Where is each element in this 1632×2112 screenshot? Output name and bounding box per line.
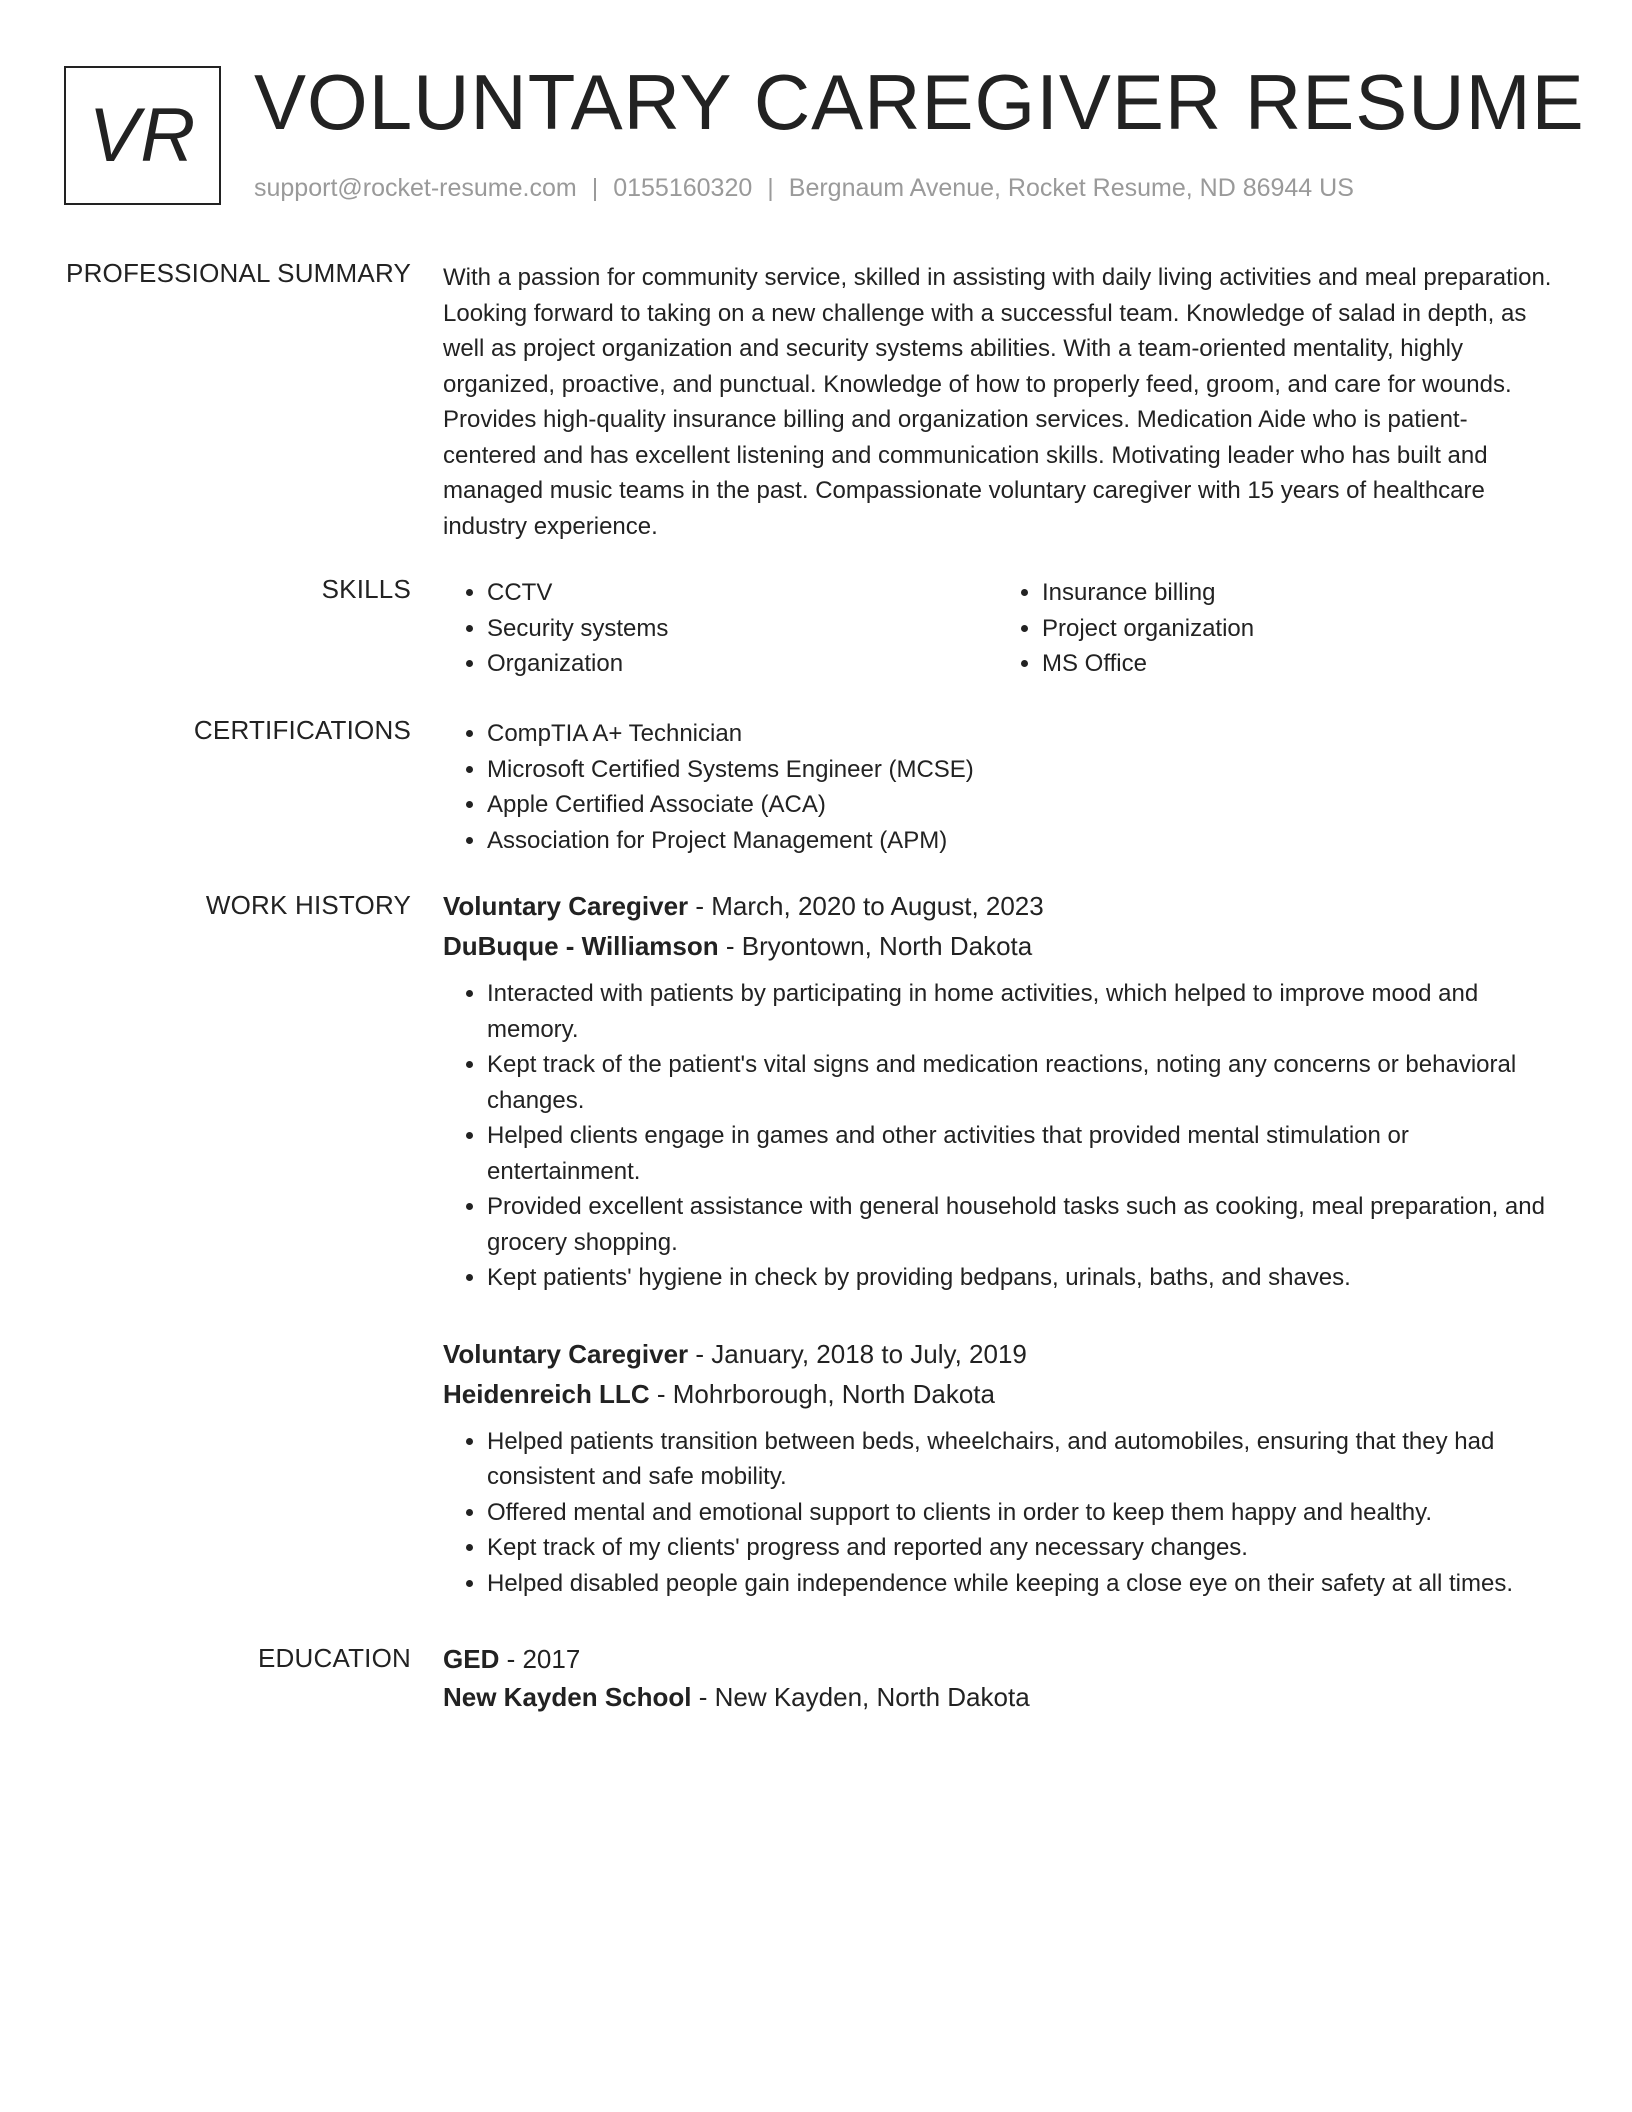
contact-separator: | <box>767 174 774 202</box>
skill-item: • Organization <box>487 646 998 682</box>
certifications-list <box>443 716 1553 858</box>
resume-title: VOLUNTARY CAREGIVER RESUME <box>254 58 1585 146</box>
education-degree-line <box>443 1640 1553 1678</box>
job-bullet: • Provided excellent assistance with general household tasks such as cooking, meal preparation, and grocery shopping. <box>487 1189 1553 1260</box>
job-bullets <box>443 1424 1553 1602</box>
skill-item: • Project organization <box>1042 611 1553 647</box>
education-body <box>443 1640 1553 1716</box>
job-company: DuBuque - Williamson <box>443 931 719 961</box>
summary-body <box>443 260 1553 544</box>
summary-text: With a passion for community service, skilled in assisting with daily living activities and meal preparation. Looking forward to taking on a new challenge with a successful team. Knowledge of salad in depth, as well as project organization and security systems abilities. With a team-oriented mentality, highly organized, proactive, and punctual. Knowledge of how to properly feed, groom, and care for wounds. Provides high-quality insurance billing and organization services. Medication Aide who is patient-centered and has excellent listening and communication skills. Motivating leader who has built and managed music teams in the past. Compassionate voluntary caregiver with 15 years of healthcare industry experience. <box>443 264 1552 540</box>
education-year: - 2017 <box>499 1644 581 1674</box>
skill-item: • Insurance billing <box>1042 575 1553 611</box>
job-company-line <box>443 1374 1553 1414</box>
job-title: Voluntary Caregiver <box>443 1338 689 1369</box>
job-dates: - January, 2018 to July, 2019 <box>688 1338 1027 1369</box>
job-company-line <box>443 926 1553 966</box>
contact-separator: | <box>591 174 599 202</box>
job-bullet: • Helped patients transition between beds, wheelchairs, and automobiles, ensuring that they had consistent and safe mobility. <box>487 1424 1553 1495</box>
job-bullet: • Kept track of the patient's vital signs and medication reactions, noting any concerns or behavioral changes. <box>487 1047 1553 1118</box>
job-bullet: • Helped clients engage in games and other activities that provided mental stimulation or entertainment. <box>487 1118 1553 1189</box>
monogram-logo: VR <box>64 66 221 205</box>
summary-heading: PROFESSIONAL SUMMARY <box>66 258 411 288</box>
contact-address: Bergnaum Avenue, Rocket Resume, ND 86944 US <box>788 174 1354 202</box>
skill-item: • Security systems <box>487 611 998 647</box>
job-bullet: • Helped disabled people gain independence while keeping a close eye on their safety at all times. <box>487 1566 1553 1602</box>
job-entry <box>443 1334 1553 1602</box>
job-bullet: • Kept track of my clients' progress and reported any necessary changes. <box>487 1530 1553 1566</box>
job-bullet: • Kept patients' hygiene in check by providing bedpans, urinals, baths, and shaves. <box>487 1260 1553 1296</box>
skills-grid <box>443 575 1553 682</box>
job-location: - Bryontown, North Dakota <box>718 931 1033 961</box>
certification-item: • Microsoft Certified Systems Engineer (MCSE) <box>487 752 1553 788</box>
certification-item: • CompTIA A+ Technician <box>487 716 1553 752</box>
skills-body <box>443 575 1553 682</box>
certification-item: • Apple Certified Associate (ACA) <box>487 787 1553 823</box>
education-school: New Kayden School <box>443 1682 692 1712</box>
education-location: - New Kayden, North Dakota <box>691 1682 1030 1712</box>
job-bullet: • Offered mental and emotional support to clients in order to keep them happy and healthy. <box>487 1495 1553 1531</box>
skills-heading: SKILLS <box>321 574 411 604</box>
certifications-heading: CERTIFICATIONS <box>193 715 411 745</box>
job-bullet: • Interacted with patients by participating in home activities, which helped to improve mood and memory. <box>487 976 1553 1047</box>
education-degree: GED <box>443 1644 500 1674</box>
job-title-line <box>443 886 1553 926</box>
job-company: Heidenreich LLC <box>443 1378 650 1409</box>
education-school-line <box>443 1678 1553 1716</box>
job-bullets <box>443 976 1553 1296</box>
skill-item: • MS Office <box>1042 646 1553 682</box>
contact-line <box>254 174 1354 203</box>
job-title: Voluntary Caregiver <box>443 891 689 921</box>
job-title-line <box>443 1334 1553 1374</box>
work-history-heading: WORK HISTORY <box>205 890 411 920</box>
skill-item: • CCTV <box>487 575 998 611</box>
education-heading: EDUCATION <box>258 1643 411 1673</box>
skills-list-left <box>443 575 998 682</box>
job-entry <box>443 886 1553 1296</box>
certifications-body <box>443 716 1553 858</box>
work-history-body <box>443 886 1553 1601</box>
job-location: - Mohrborough, North Dakota <box>649 1378 995 1409</box>
certification-item: • Association for Project Management (APM) <box>487 823 1553 859</box>
job-dates: - March, 2020 to August, 2023 <box>688 891 1044 921</box>
skills-list-right <box>998 575 1553 682</box>
contact-phone[interactable]: 0155160320 <box>613 174 753 202</box>
contact-email[interactable]: support@rocket-resume.com <box>254 174 577 202</box>
